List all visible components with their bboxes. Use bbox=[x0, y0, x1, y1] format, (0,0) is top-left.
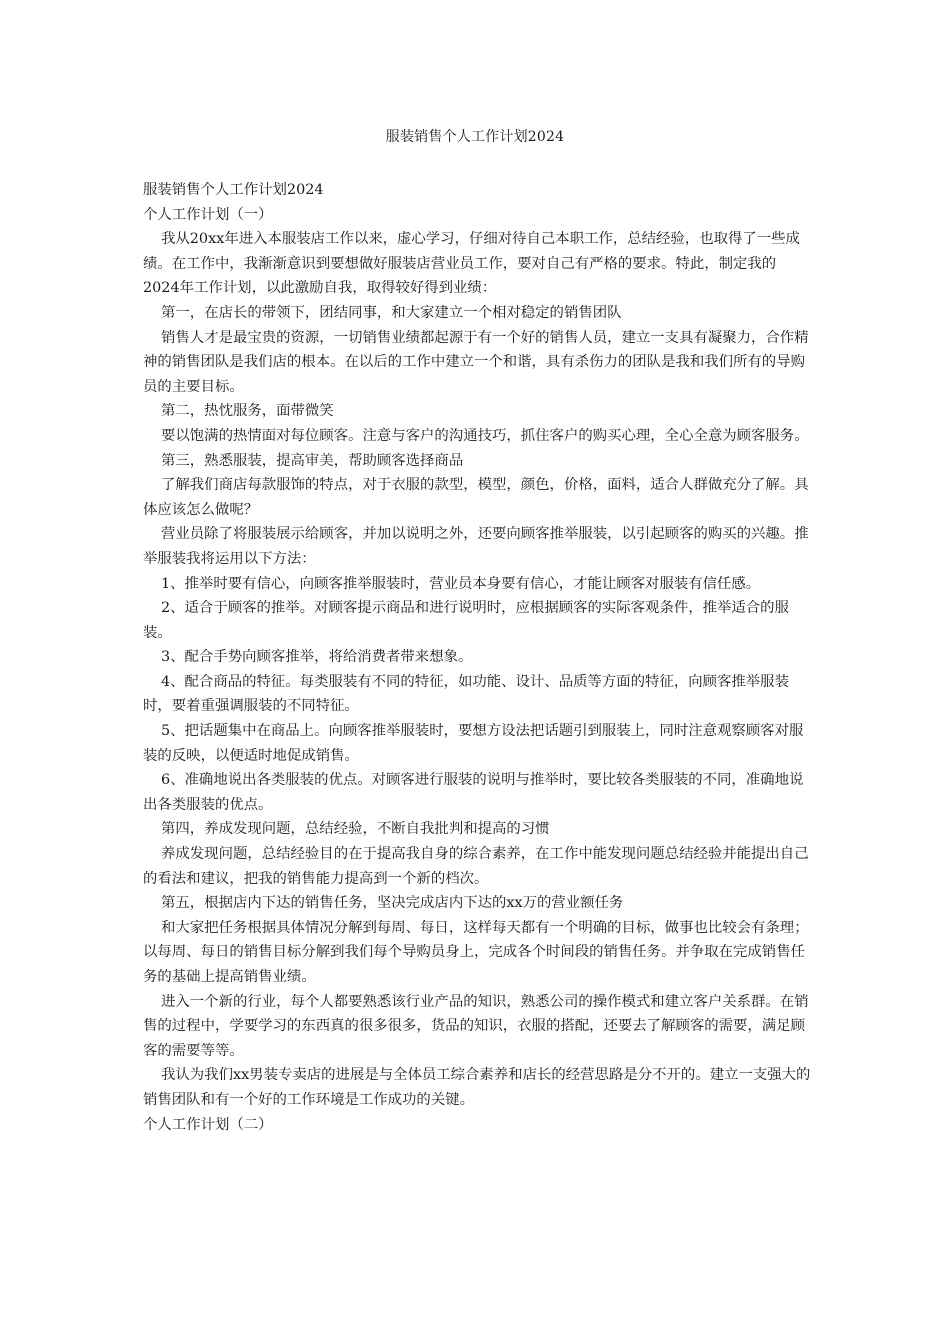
body-paragraph: 2、适合于顾客的推举。对顾客提示商品和进行说明时，应根据顾客的实际客观条件，推举适合的服装。 bbox=[143, 600, 789, 641]
body-paragraph: 营业员除了将服装展示给顾客，并加以说明之外，还要向顾客推举服装，以引起顾客的购买的兴趣。推举服装我将运用以下方法： bbox=[143, 526, 809, 567]
body-paragraph: 我认为我们xx男装专卖店的进展是与全体员工综合素养和店长的经营思路是分不开的。建立一支强大的销售团队和有一个好的工作环境是工作成功的关键。 bbox=[143, 1067, 811, 1108]
body-paragraph: 进入一个新的行业，每个人都要熟悉该行业产品的知识，熟悉公司的操作模式和建立客户关系群。在销售的过程中，学要学习的东西真的很多很多，货品的知识，衣服的搭配，还要去了解顾客的需要，满足顾客的需要等等。 bbox=[143, 993, 809, 1059]
section-heading: 个人工作计划（一） bbox=[143, 206, 273, 223]
body-paragraph: 第四，养成发现问题，总结经验，不断自我批判和提高的习惯 bbox=[161, 821, 550, 838]
body-paragraph: 第三，熟悉服装，提高审美，帮助顾客选择商品 bbox=[161, 452, 464, 469]
body-paragraph: 了解我们商店每款服饰的特点，对于衣服的款型，模型，颜色，价格，面料，适合人群做充分了解。具体应该怎么做呢？ bbox=[143, 477, 809, 518]
body-paragraph: 第五，根据店内下达的销售任务，坚决完成店内下达的xx万的营业额任务 bbox=[161, 895, 624, 912]
body-paragraph: 3、配合手势向顾客推举，将给消费者带来想象。 bbox=[161, 649, 473, 666]
document-body bbox=[143, 178, 811, 1137]
section-heading: 服装销售个人工作计划2024 bbox=[143, 182, 324, 198]
body-paragraph: 第二，热忱服务，面带微笑 bbox=[161, 403, 334, 420]
body-paragraph: 1、推举时要有信心，向顾客推举服装时，营业员本身要有信心，才能让顾客对服装有信任感。 bbox=[161, 575, 761, 592]
body-paragraph: 要以饱满的热情面对每位顾客。注意与客户的沟通技巧，抓住客户的购买心理，全心全意为顾客服务。 bbox=[161, 427, 809, 444]
body-paragraph: 销售人才是最宝贵的资源，一切销售业绩都起源于有一个好的销售人员，建立一支具有凝聚力，合作精神的销售团队是我们店的根本。在以后的工作中建立一个和谐，具有杀伤力的团队是我和我们所有的导购员的主要目标。 bbox=[143, 329, 809, 395]
section-heading: 个人工作计划（二） bbox=[143, 1116, 273, 1133]
body-paragraph: 我从20xx年进入本服装店工作以来，虚心学习，仔细对待自己本职工作，总结经验，也取得了一些成绩。在工作中，我渐渐意识到要想做好服装店营业员工作，要对自己有严格的要求。特此，制定我的2024年工作计划，以此激励自我，取得较好得到业绩： bbox=[143, 231, 800, 297]
body-paragraph: 养成发现问题，总结经验目的在于提高我自身的综合素养，在工作中能发现问题总结经验并能提出自己的看法和建议，把我的销售能力提高到一个新的档次。 bbox=[143, 846, 809, 887]
body-paragraph: 第一，在店长的带领下，团结同事，和大家建立一个相对稳定的销售团队 bbox=[161, 304, 622, 321]
body-paragraph: 和大家把任务根据具体情况分解到每周、每日，这样每天都有一个明确的目标，做事也比较会有条理；以每周、每日的销售目标分解到我们每个导购员身上，完成各个时间段的销售任务。并争取在完成销售任务的基础上提高销售业绩。 bbox=[143, 919, 809, 985]
body-paragraph: 5、把话题集中在商品上。向顾客推举服装时，要想方设法把话题引到服装上，同时注意观察顾客对服装的反映，以便适时地促成销售。 bbox=[143, 723, 804, 764]
body-paragraph: 4、配合商品的特征。每类服装有不同的特征，如功能、设计、品质等方面的特征，向顾客推举服装时，要着重强调服装的不同特征。 bbox=[143, 673, 789, 715]
body-paragraph: 6、准确地说出各类服装的优点。对顾客进行服装的说明与推举时，要比较各类服装的不同，准确地说出各类服装的优点。 bbox=[143, 772, 804, 813]
document-title: 服装销售个人工作计划2024 bbox=[385, 129, 565, 145]
